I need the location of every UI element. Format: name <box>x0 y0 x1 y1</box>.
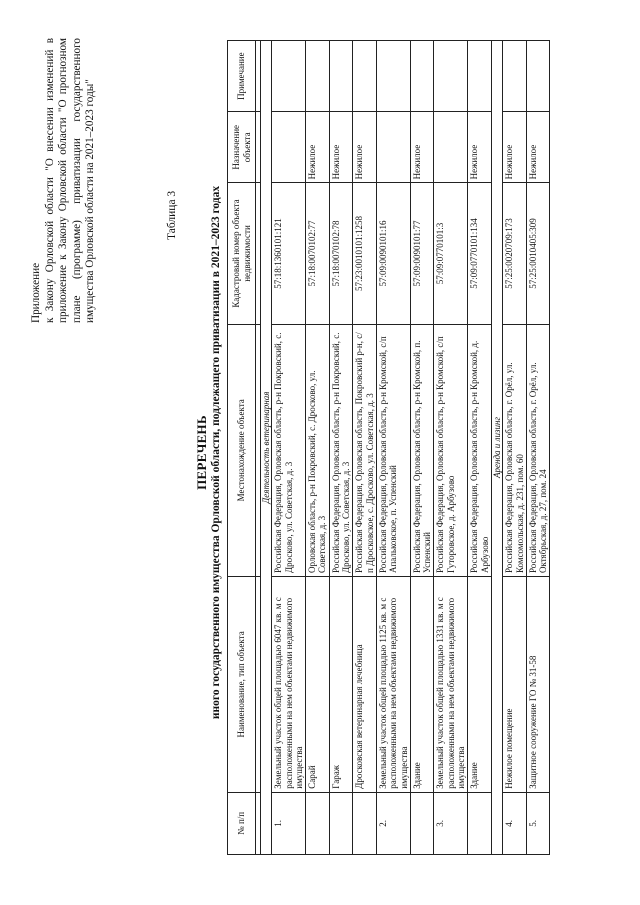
header-location: Местонахождение объекта <box>228 324 256 576</box>
row-num <box>468 792 492 854</box>
row-name: Земельный участок общей площадью 6047 кв. м с расположенными на нем объектами недвижимого имущества <box>272 577 306 793</box>
appendix-block <box>30 38 98 323</box>
row-purpose: Нежилое <box>329 112 353 183</box>
header-name: Наименование, тип объекта <box>228 577 256 793</box>
row-cadastral: 57:09:0090101:77 <box>410 183 434 324</box>
row-purpose: Нежилое <box>468 112 492 183</box>
row-name: Сарай <box>306 577 330 793</box>
row-note <box>526 41 550 112</box>
section-rent: Аренда и лизинг <box>491 41 502 855</box>
row-note <box>503 41 527 112</box>
header-num: № п/п <box>228 792 256 854</box>
row-cadastral: 57:18:1360101:121 <box>272 183 306 324</box>
row-note <box>329 41 353 112</box>
header-note: Примечание <box>228 41 256 112</box>
row-num: 5. <box>526 792 550 854</box>
table-row <box>434 41 468 855</box>
property-table <box>227 40 550 855</box>
row-name: Земельный участок общей площадью 1125 кв. м с расположенными на нем объектами недвижимого имущества <box>376 577 410 793</box>
row-num: 1. <box>272 792 306 854</box>
row-note <box>306 41 330 112</box>
table-row <box>410 41 434 855</box>
row-num: 2. <box>376 792 410 854</box>
appendix-text: к Закону Орловской области "О внесении изменений в приложение к Закону Орловской области "О прогнозном плане (программе) приватизации государственного имущества Орловской области на 2021–2023 годы" <box>43 38 97 323</box>
row-location: Российская Федерация, Орловская область, р-н Покровский, с. Дросково, ул. Советская, д. 3 <box>329 324 353 576</box>
row-location: Российская Федерация, Орловская область, р-н Кромской, с/п Гуторовское, д. Арбузово <box>434 324 468 576</box>
section-vet: Деятельность ветеринарная <box>261 41 272 855</box>
table-row <box>468 41 492 855</box>
row-cadastral: 57:18:0070102:77 <box>306 183 330 324</box>
row-note <box>376 41 410 112</box>
table-row <box>376 41 410 855</box>
appendix-title: Приложение <box>30 262 42 323</box>
row-location: Российская Федерация, Орловская область, г. Орёл, ул. Октябрьская, д. 27, пом. 24 <box>526 324 550 576</box>
row-num <box>329 792 353 854</box>
row-name: Здание <box>410 577 434 793</box>
table-row <box>272 41 306 855</box>
table-row <box>526 41 550 855</box>
row-note <box>353 41 377 112</box>
table-row <box>353 41 377 855</box>
row-num <box>353 792 377 854</box>
row-purpose: Нежилое <box>410 112 434 183</box>
table-row <box>503 41 527 855</box>
row-purpose <box>272 112 306 183</box>
row-name: Гараж <box>329 577 353 793</box>
row-note <box>272 41 306 112</box>
row-name: Нежилое помещение <box>503 577 527 793</box>
row-cadastral: 57:25:0020709:173 <box>503 183 527 324</box>
row-num: 3. <box>434 792 468 854</box>
row-purpose: Нежилое <box>503 112 527 183</box>
row-purpose <box>376 112 410 183</box>
row-location: Российская Федерация, Орловская область, р-н Кромской, п. Успенский <box>410 324 434 576</box>
row-num: 4. <box>503 792 527 854</box>
row-purpose <box>434 112 468 183</box>
row-cadastral: 57:23:0010101:1258 <box>353 183 377 324</box>
table-number: Таблица 3 <box>166 190 178 240</box>
row-cadastral: 57:18:0070102:78 <box>329 183 353 324</box>
header-cadastral: Кадастровый номер объекта недвижимости <box>228 183 256 324</box>
row-location: Российская Федерация, Орловская область, Покровский р-н, с/п Дросковское, с. Дросково, ул. Советская, д. 3 <box>353 324 377 576</box>
row-name: Земельный участок общей площадью 1331 кв. м с расположенными на нем объектами недвижимого имущества <box>434 577 468 793</box>
row-name: Защитное сооружение ГО № 31-58 <box>526 577 550 793</box>
row-cadastral: 57:09:0770101:3 <box>434 183 468 324</box>
row-purpose: Нежилое <box>353 112 377 183</box>
row-num <box>306 792 330 854</box>
document-subtitle: иного государственного имущества Орловской области, подлежащего приватизации в 2021–2023 годах <box>210 185 222 720</box>
row-cadastral: 57:25:0010405:309 <box>526 183 550 324</box>
row-cadastral: 57:09:0090101:16 <box>376 183 410 324</box>
row-location: Российская Федерация, Орловская область, р-н Кромской, д. Арбузово <box>468 324 492 576</box>
row-location: Российская Федерация, Орловская область, г. Орёл, ул. Комсомольская, д. 231, пом. 60 <box>503 324 527 576</box>
row-location: Орловская область, р-н Покровский, с. Дросково, ул. Советская, д. 3 <box>306 324 330 576</box>
row-note <box>410 41 434 112</box>
row-num <box>410 792 434 854</box>
row-location: Российская Федерация, Орловская область, р-н Кромской, с/п Апальковское, п. Успенский <box>376 324 410 576</box>
row-note <box>434 41 468 112</box>
document-title: ПЕРЕЧЕНЬ <box>194 415 209 490</box>
row-note <box>468 41 492 112</box>
header-purpose: Назначение объекта <box>228 112 256 183</box>
row-name: Дросковская ветеринарная лечебница <box>353 577 377 793</box>
row-cadastral: 57:09:0770101:134 <box>468 183 492 324</box>
row-location: Российская Федерация, Орловская область, р-н Покровский, с. Дросково, ул. Советская, д. 3 <box>272 324 306 576</box>
row-name: Здание <box>468 577 492 793</box>
table-row <box>306 41 330 855</box>
table-row <box>329 41 353 855</box>
row-purpose: Нежилое <box>526 112 550 183</box>
row-purpose: Нежилое <box>306 112 330 183</box>
